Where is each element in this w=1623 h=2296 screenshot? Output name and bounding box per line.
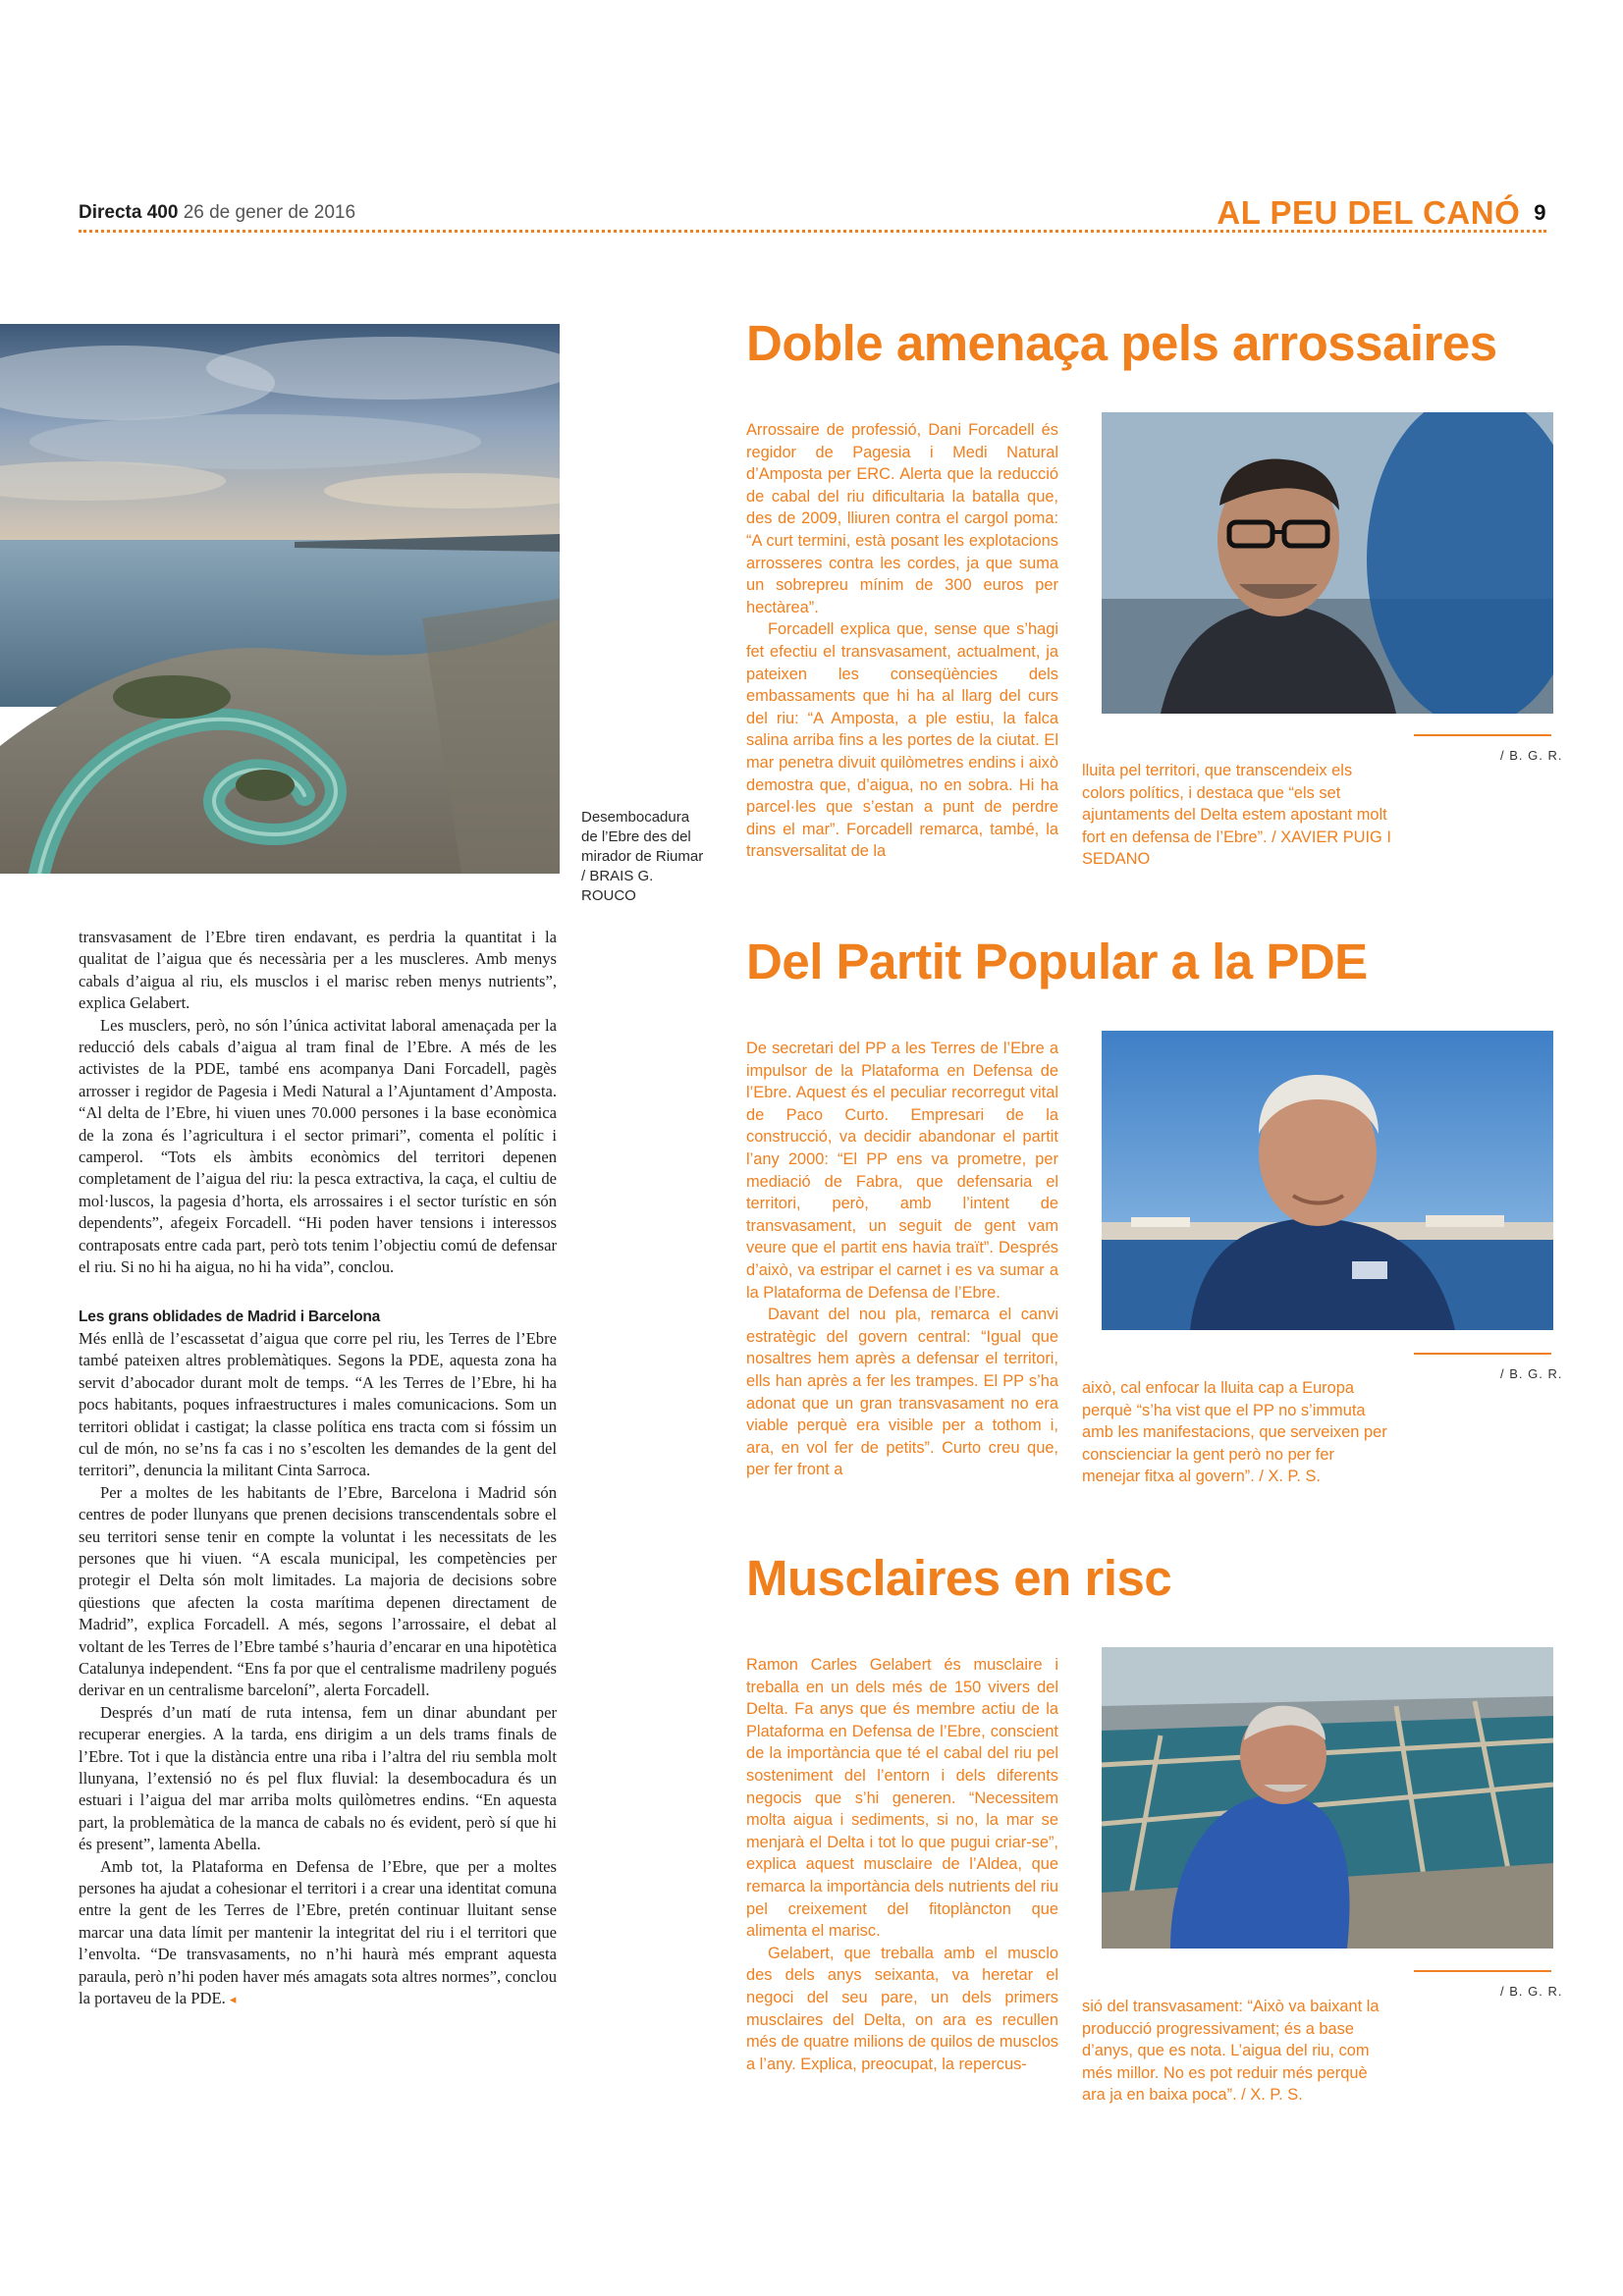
article-paragraph: Per a moltes de les habitants de l’Ebre, Barcelona i Madrid són centres de poder llunyans que prenen decisions transcendentals sobre el seu territori sense tenir en compte la voluntat i les necessitats de les persones que hi viuen. “A escala municipal, les competències per protegir el Delta són molt limitades. La majoria de decisions sobre qüestions que afecten la costa marítima depenen directament de Madrid”, explica Forcadell. A més, segons l’arrossaire, el debat al voltant de les Terres de l’Ebre també s’hauria d’encarar en una hipotètica Catalunya independent. “Ens fa por que el centralisme madrileny pogués derivar en un centralisme barceloní”, alerta Forcadell.: [79, 1482, 557, 1700]
delta-photo: [0, 324, 560, 874]
credit-rule: [1414, 1353, 1551, 1355]
article-paragraph: Les musclers, però, no són l’única activitat laboral amenaçada per la reducció dels cabals d’aigua al tram final de l’Ebre. A més de les activistes de la PDE, també ens acompanya Dani Forcadell, pagès arrosser i regidor de Pagesia i Medi Natural a l’Ajuntament d’Amposta. “Al delta de l’Ebre, hi viuen unes 70.000 persones i la base econòmica de la zona és l’agricultura i el sector primari”, comenta el polític i camperol. “Tots els àmbits econòmics del territori depenen completament de l’aigua del riu: la pesca extractiva, la caça, el cultiu de mol·luscos, la pagesia d’horta, els arrossaires i el sector turístic en són dependents”, afegeix Forcadell. “Hi poden haver tensions i interessos contraposats entre cada part, però tots tenim l’objectiu comú de defensar el riu. Si no hi ha aigua, no hi ha vida”, conclou.: [79, 1015, 557, 1277]
sidebar-title-musclaires: Musclaires en risc: [746, 1550, 1172, 1606]
sidebar-paragraph: De secretari del PP a les Terres de l’Ebre a impulsor de la Plataforma en Defensa de l’Ebre. Aquest és el peculiar recorregut vital de Paco Curto. Empresari de la construcció, va decidir abandonar el partit l’any 2000: “El PP ens va prometre, per mediació de Fabra, que defensaria el territori, però, amb l’intent de transvasament, un seguit de gent vam veure que el partit ens havia traït”. Després d’això, va estripar el carnet i es va sumar a la Plataforma de Defensa de l’Ebre.: [746, 1040, 1058, 1302]
sidebar-title-partit-popular: Del Partit Popular a la PDE: [746, 934, 1368, 989]
issue-date: 26 de gener de 2016: [183, 202, 356, 223]
sidebar-paragraph: Arrossaire de professió, Dani Forcadell és regidor de Pagesia i Medi Natural d’Amposta per ERC. Alerta que la reducció de cabal del riu dificultaria la batalla que, des de 2009, lliuren contra el cargol poma: “A curt termini, està posant les explotacions arrosseres contra les cordes, ja que suma un sobrepreu mínim de 300 euros per hectàrea”.: [746, 421, 1058, 616]
sidebar-arrossaires-col1: [746, 419, 1058, 863]
main-article-body: [79, 927, 557, 2011]
sidebar-title-arrossaires: Doble amenaça pels arrossaires: [746, 315, 1497, 371]
photo-credit: / B. G. R.: [1500, 1366, 1563, 1381]
photo-forcadell: [1102, 412, 1553, 714]
credit-rule: [1414, 1970, 1551, 1972]
page-number: 9: [1534, 200, 1546, 225]
article-paragraph: transvasament de l’Ebre tiren endavant, es perdria la quantitat i la qualitat de l’aigua que és necessària per a les muscleres. Amb menys cabals d’aigua al riu, els musclos i el marisc reben menys nutrients”, explica Gelabert.: [79, 928, 557, 1013]
sidebar-paragraph: Davant del nou pla, remarca el canvi estratègic del govern central: “Igual que nosaltres hem après a defensar el territori, ells han après a fer les trampes. El PP s’ha adonat que un gran transvasament no era viable perquè era visible per a tothom i, ara, en vol fer de petits”. Curto creu que, per fer front a: [746, 1306, 1058, 1479]
end-mark-icon: ◂: [229, 1992, 237, 2007]
section-title: AL PEU DEL CANÓ: [1217, 194, 1521, 231]
sidebar-musclaires-col2: sió del transvasament: “Això va baixant la producció progressivament; és a base d’anys, que es nota. L’aigua del riu, com més millor. No es pot reduir més perquè ara ja en baixa poca”. / X. P. S.: [1082, 1998, 1380, 2105]
sidebar-paragraph: Forcadell explica que, sense que s’hagi fet efectiu el transvasament, actualment, ja pateixen les conseqüències dels embassaments que hi ha al llarg del curs del riu: “A Amposta, a ple estiu, la falca salina arriba fins a les portes de la ciutat. El mar penetra divuit quilòmetres endins i això demostra que, d’aigua, no en sobra. Hi ha parcel·les que s’estan a punt de perdre dins el mar”. Forcadell remarca, també, la transversalitat de la: [746, 620, 1058, 861]
article-subheading: Les grans oblidades de Madrid i Barcelona: [79, 1308, 381, 1325]
photo-credit: / B. G. R.: [1500, 1984, 1563, 1999]
credit-rule: [1414, 734, 1551, 736]
photo-caption: Desembocadura de l’Ebre des del mirador de Riumar / BRAIS G. ROUCO: [581, 809, 704, 904]
article-paragraph: [79, 1856, 557, 2011]
photo-gelabert: [1102, 1647, 1553, 1949]
article-paragraph: Més enllà de l’escassetat d’aigua que corre pel riu, les Terres de l’Ebre també pateixen altres problemàtiques. Segons la PDE, aquesta zona ha servit d’abocador durant molt de temps. “A les Terres de l’Ebre, hi ha pocs habitants, poques infraestructures i males comunicacions. Som un territori oblidat i castigat; la classe política ens tracta com si fóssim un cul de món, no se’ns fa cas i no s’escolten les demandes de la gent del territori”, denuncia la militant Cinta Sarroca.: [79, 1328, 557, 1480]
header-dotted-rule: [79, 230, 1546, 233]
section-header: [1217, 194, 1546, 232]
sidebar-arrossaires-col2: lluita pel territori, que transcendeix els colors polítics, i destaca que “els set ajuntaments del Delta estem apostant molt fort en defensa de l’Ebre”. / XAVIER PUIG I SEDANO: [1082, 762, 1391, 869]
photo-paco-curto: [1102, 1031, 1553, 1330]
photo-credit: / B. G. R.: [1500, 748, 1563, 763]
sidebar-paragraph: Gelabert, que treballa amb el musclo des dels anys seixanta, va heretar el negoci del seu pare, un dels primers musclaires del Delta, on ara es recullen més de quatre milions de quilos de musclos a l’any. Explica, preocupat, la repercus-: [746, 1944, 1058, 2073]
sidebar-paragraph: Ramon Carles Gelabert és musclaire i treballa en un dels més de 150 vivers del Delta. Fa anys que és membre actiu de la Plataforma en Defensa de l’Ebre, conscient de la importància que té el cabal del riu pel sosteniment del l’entorn i dels diferents negocis que s’hi generen. “Necessitem molta aigua i sediments, si no, la mar se menjarà el Delta i tot lo que pugui criar-se”, explica aquest musclaire de l’Aldea, que remarca la importància dels nutrients del riu pel creixement del fitoplàncton que alimenta el marisc.: [746, 1656, 1058, 1941]
sidebar-musclaires-col1: [746, 1654, 1058, 2075]
article-paragraph: Després d’un matí de ruta intensa, fem un dinar abundant per recuperar energies. A la tarda, ens dirigim a un dels trams finals de l’Ebre. Tot i que la distància entre una riba i l’altra del riu sembla molt llunyana, l’extensió no és pel flux fluvial: la desembocadura és un estuari i l’aigua del mar arriba molts quilòmetres endins. “En aquesta part, la problemàtica de la manca de cabals no és evident, però sí que hi és present”, lamenta Abella.: [79, 1702, 557, 1854]
sidebar-partit-popular-col1: [746, 1038, 1058, 1481]
folio: [79, 202, 355, 224]
article-last-paragraph-text: Amb tot, la Plataforma en Defensa de l’Ebre, que per a moltes persones ha ajudat a cohesionar el territori i a crear una identitat comuna entre la gent de les Terres de l’Ebre, pretén continuar lluitant sense marcar una data límit per mantenir la integritat del riu i el territori que l’envolta. “De transvasaments, no n’hi haurà més emprant aquesta paraula, però n’hi poden haver més amagats sota altres normes”, conclou la portaveu de la PDE.: [79, 1856, 557, 2008]
publication-name: Directa 400: [79, 202, 179, 223]
sidebar-partit-popular-col2: això, cal enfocar la lluita cap a Europa perquè “s’ha vist que el PP no s’immuta amb les manifestacions, que serveixen per conscienciar la gent però no per fer menejar fitxa al govern”. / X. P. S.: [1082, 1379, 1387, 1486]
